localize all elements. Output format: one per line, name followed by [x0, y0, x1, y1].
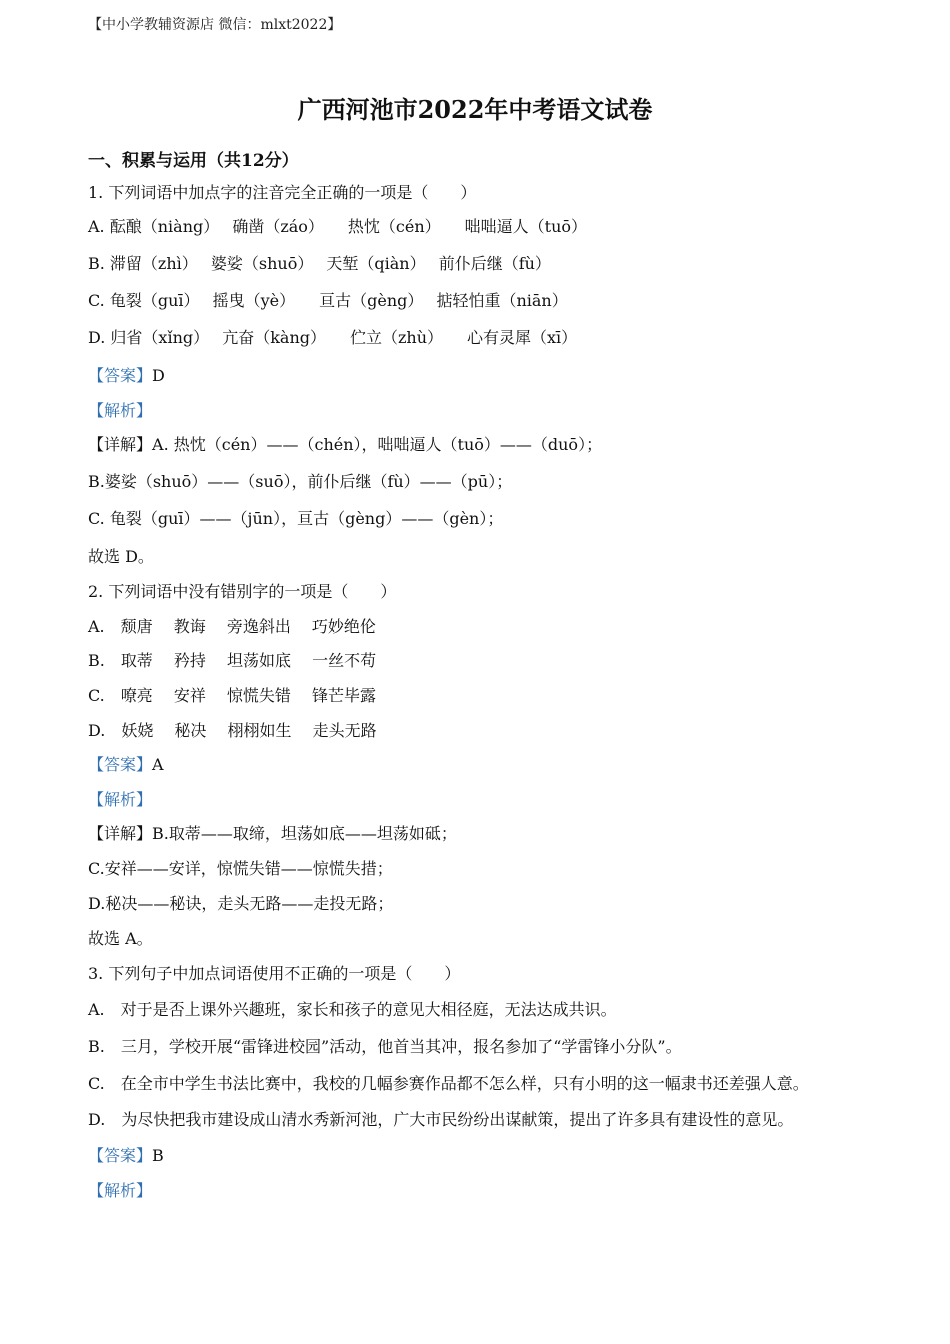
q1-conclusion: 故选 D。: [88, 547, 154, 566]
section-heading: 一、积累与运用（共12分）: [88, 151, 299, 171]
q1-detail-2: B.婆娑（shuō）——（suō），前仆后继（fù）——（pū）；: [88, 472, 513, 491]
answer-value: A: [152, 755, 164, 774]
answer-tag: 【答案】: [88, 366, 153, 385]
q2-detail-1: 【详解】B.取蒂——取缔，坦荡如底——坦荡如砥；: [88, 824, 457, 843]
q1-option-d: D. 归省（xǐng） 亢奋（kàng） 伫立（zhù） 心有灵犀（xī）: [88, 328, 578, 347]
q3-answer-line: [88, 1145, 164, 1167]
q2-option-c: C. 嘹亮 安祥 惊慌失错 锋芒毕露: [88, 686, 377, 705]
q3-option-a: A. 对于是否上课外兴趣班，家长和孩子的意见大相径庭，无法达成共识。: [88, 1000, 617, 1019]
q2-conclusion: 故选 A。: [88, 929, 153, 948]
q1-option-a: A. 酝酿（niàng） 确凿（záo） 热忱（cén） 咄咄逼人（tuō）: [88, 217, 588, 236]
q3-option-b: B. 三月，学校开展“雷锋进校园”活动，他首当其冲，报名参加了“学雷锋小分队”。: [88, 1037, 682, 1056]
detail-tag: 【详解】: [88, 824, 153, 843]
answer-value: B: [152, 1146, 164, 1165]
answer-tag: 【答案】: [88, 1146, 153, 1165]
q2-option-d: D. 妖娆 秘决 栩栩如生 走头无路: [88, 721, 377, 740]
q2-detail-3: D.秘决——秘诀，走头无路——走投无路；: [88, 894, 394, 913]
answer-tag: 【答案】: [88, 755, 153, 774]
header-note: 【中小学教辅资源店 微信：mlxt2022】: [88, 17, 342, 33]
q2-stem: 2. 下列词语中没有错别字的一项是（ ）: [88, 582, 397, 601]
q1-answer-line: [88, 365, 165, 387]
q2-detail-2: C.安祥——安详，惊慌失错——惊慌失措；: [88, 859, 393, 878]
answer-value: D: [152, 366, 165, 385]
q1-detail-3: C. 龟裂（guī）——（jūn），亘古（gèng）——（gèn）；: [88, 509, 504, 528]
q2-answer-line: [88, 754, 164, 776]
q1-stem: 1. 下列词语中加点字的注音完全正确的一项是（ ）: [88, 183, 477, 202]
q2-analysis-tag: 【解析】: [88, 790, 153, 809]
q3-option-c: C. 在全市中学生书法比赛中，我校的几幅参赛作品都不怎么样，只有小明的这一幅隶书还差强人意。: [88, 1074, 809, 1093]
q1-detail-1: 【详解】A. 热忱（cén）——（chén），咄咄逼人（tuō）——（duō）；: [88, 435, 603, 454]
q1-option-c: C. 龟裂（guī） 摇曳（yè） 亘古（gèng） 掂轻怕重（niān）: [88, 291, 568, 310]
q3-option-d: D. 为尽快把我市建设成山清水秀新河池，广大市民纷纷出谋献策，提出了许多具有建设性的意见。: [88, 1110, 794, 1129]
page-title: 广西河池市2022年中考语文试卷: [297, 95, 653, 124]
q3-stem: 3. 下列句子中加点词语使用不正确的一项是（ ）: [88, 964, 461, 983]
q2-option-b: B. 取蒂 矜持 坦荡如底 一丝不苟: [88, 651, 377, 670]
q3-analysis-tag: 【解析】: [88, 1181, 153, 1200]
q2-option-a: A. 颓唐 教诲 旁逸斜出 巧妙绝伦: [88, 617, 376, 636]
detail-tag: 【详解】: [88, 435, 153, 454]
q1-option-b: B. 滞留（zhì） 婆娑（shuō） 天堑（qiàn） 前仆后继（fù）: [88, 254, 551, 273]
q1-analysis-tag: 【解析】: [88, 401, 153, 420]
